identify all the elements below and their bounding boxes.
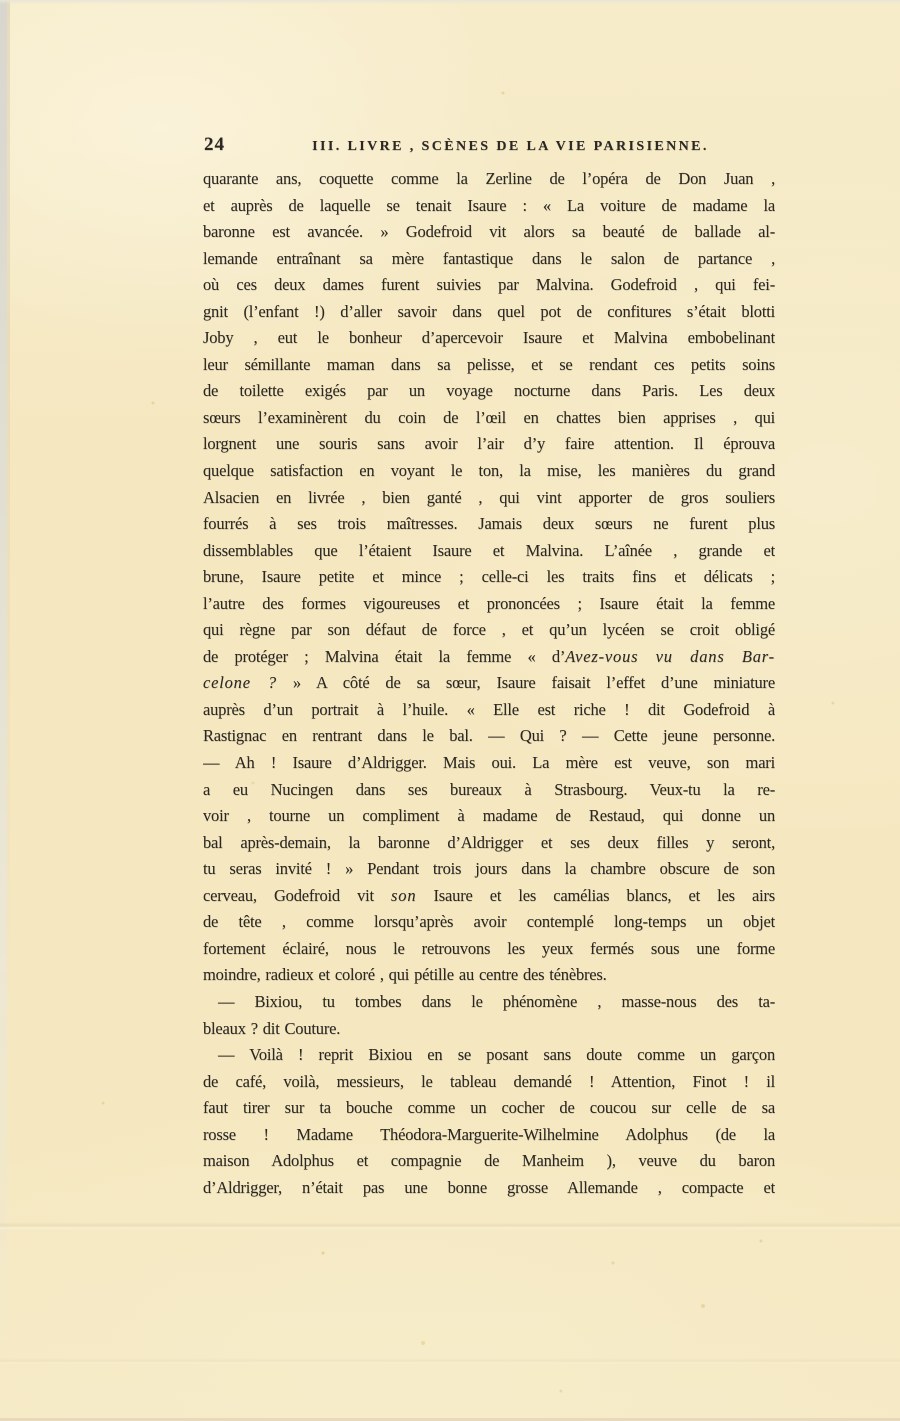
body-text: quarante ans, coquette comme la Zerline de l’opéra de Don Juan , <box>203 169 775 188</box>
text-line <box>203 750 775 777</box>
text-line <box>203 803 775 830</box>
body-text: l’autre des formes vigoureuses et prononcées ; Isaure était la femme <box>203 593 775 613</box>
body-text: a eu Nucingen dans ses bureaux à Strasbourg. Veux-tu la re- <box>203 779 775 799</box>
body-text: faut tirer sur ta bouche comme un cocher de coucou sur celle de sa <box>203 1098 775 1118</box>
body-text: cerveau, Godefroid vit <box>203 885 392 905</box>
body-text: » A côté de sa sœur, Isaure faisait l’effet d’une miniature <box>276 673 775 693</box>
body-text: où ces deux dames furent suivies par Malvina. Godefroid , qui fei- <box>203 275 775 295</box>
text-block <box>203 166 775 1201</box>
text-line <box>203 272 775 299</box>
text-line <box>203 1016 775 1043</box>
body-text: dissemblables que l’étaient Isaure et Malvina. L’aînée , grande et <box>203 540 775 560</box>
text-line <box>203 883 775 910</box>
text-line <box>203 1148 775 1175</box>
body-text: et auprès de laquelle se tenait Isaure : « La voiture de madame la <box>203 195 775 215</box>
body-text: qui règne par son défaut de force , et qu’un lycéen se croit obligé <box>203 620 775 640</box>
text-line <box>203 458 775 485</box>
body-text: voir , tourne un compliment à madame de Restaud, qui donne un <box>203 806 775 826</box>
body-text: de protéger ; Malvina était la femme « d’ <box>203 646 566 666</box>
text-line <box>203 378 775 405</box>
running-header: III. LIVRE , SCÈNES DE LA VIE PARISIENNE. <box>312 139 709 154</box>
text-line <box>203 830 775 857</box>
body-text: — Voilà ! reprit Bixiou en se posant sans doute comme un garçon <box>218 1045 775 1065</box>
body-text: lorgnent une souris sans avoir l’air d’y faire attention. Il éprouva <box>203 434 775 454</box>
text-line <box>203 511 775 538</box>
text-line <box>203 936 775 963</box>
text-line <box>203 1042 775 1069</box>
paper-specks <box>0 0 2 2</box>
body-text: de tête , comme lorsqu’après avoir contemplé long-temps un objet <box>203 912 775 932</box>
body-text: auprès d’un portrait à l’huile. « Elle est riche ! dit Godefroid à <box>203 699 775 719</box>
scan-edge-left-shadow <box>7 0 10 1023</box>
body-text: Isaure et les camélias blancs, et les airs <box>416 885 775 905</box>
body-text: de toilette exigés par un voyage nocturne dans Paris. Les deux <box>203 381 775 401</box>
text-line <box>203 193 775 220</box>
italic-text: son <box>391 885 417 905</box>
body-text: Rastignac en rentrant dans le bal. — Qui ? — Cette jeune personne. <box>203 726 775 746</box>
text-line <box>203 246 775 273</box>
text-line <box>203 431 775 458</box>
body-text: d’Aldrigger, n’était pas une bonne grosse Allemande , compacte et <box>203 1177 775 1197</box>
text-line <box>203 1095 775 1122</box>
body-text: leur sémillante maman dans sa pelisse, et se rendant ces petits soins <box>203 354 775 374</box>
scan-edge-top <box>0 0 900 4</box>
paper-crease <box>0 1222 900 1230</box>
body-text: bal après-demain, la baronne d’Aldrigger et ses deux filles y seront, <box>203 832 775 852</box>
text-line <box>203 538 775 565</box>
italic-text: Avez-vous vu dans Bar- <box>565 646 775 666</box>
body-text: bleaux ? dit Couture. <box>203 1018 341 1038</box>
text-line <box>203 644 775 671</box>
text-line <box>203 723 775 750</box>
body-text: de café, voilà, messieurs, le tableau demandé ! Attention, Finot ! il <box>203 1071 775 1091</box>
text-line <box>203 299 775 326</box>
text-line <box>203 856 775 883</box>
italic-text: celone ? <box>203 673 277 693</box>
scan-edge-left <box>0 0 7 1421</box>
text-line <box>203 591 775 618</box>
body-text: lemande entraînant sa mère fantastique dans le salon de partance , <box>203 248 775 268</box>
text-line <box>203 405 775 432</box>
body-text: — Bixiou, tu tombes dans le phénomène , masse-nous des ta- <box>218 991 775 1011</box>
text-line <box>203 989 775 1016</box>
text-line <box>203 962 775 989</box>
text-line <box>203 219 775 246</box>
text-line <box>203 325 775 352</box>
text-line <box>203 166 775 193</box>
body-text: baronne est avancée. » Godefroid vit alors sa beauté de ballade al- <box>203 222 775 242</box>
body-text: Alsacien en livrée , bien ganté , qui vint apporter de gros souliers <box>203 487 775 507</box>
body-text: brune, Isaure petite et mince ; celle-ci les traits fins et délicats ; <box>203 567 775 587</box>
body-text: maison Adolphus et compagnie de Manheim ), veuve du baron <box>203 1151 775 1171</box>
text-line <box>203 617 775 644</box>
text-line <box>203 909 775 936</box>
text-line <box>203 1122 775 1149</box>
body-text: fourrés à ses trois maîtresses. Jamais deux sœurs ne furent plus <box>203 514 775 534</box>
text-line <box>203 1175 775 1202</box>
text-line <box>203 777 775 804</box>
body-text: moindre, radieux et coloré , qui pétille au centre des ténèbres. <box>203 965 607 985</box>
text-line <box>203 1069 775 1096</box>
body-text: tu seras invité ! » Pendant trois jours dans la chambre obscure de son <box>203 859 775 879</box>
page-number: 24 <box>204 134 225 155</box>
body-text: gnit (l’enfant !) d’aller savoir dans quel pot de confitures s’était blotti <box>203 301 775 321</box>
text-line <box>203 670 775 697</box>
text-line <box>203 564 775 591</box>
body-text: rosse ! Madame Théodora-Marguerite-Wilhelmine Adolphus (de la <box>203 1124 775 1144</box>
page-header <box>200 134 775 163</box>
body-text: — Ah ! Isaure d’Aldrigger. Mais oui. La mère est veuve, son mari <box>203 753 775 773</box>
body-text: Joby , eut le bonheur d’apercevoir Isaure et Malvina embobelinant <box>203 328 775 348</box>
text-line <box>203 697 775 724</box>
text-line <box>203 352 775 379</box>
text-line <box>203 485 775 512</box>
body-text: quelque satisfaction en voyant le ton, la mise, les manières du grand <box>203 461 775 481</box>
body-text: fortement éclairé, nous le retrouvons les yeux fermés sous une forme <box>203 938 775 958</box>
paper-crease <box>0 1358 900 1364</box>
body-text: sœurs l’examinèrent du coin de l’œil en chattes bien apprises , qui <box>203 407 775 427</box>
